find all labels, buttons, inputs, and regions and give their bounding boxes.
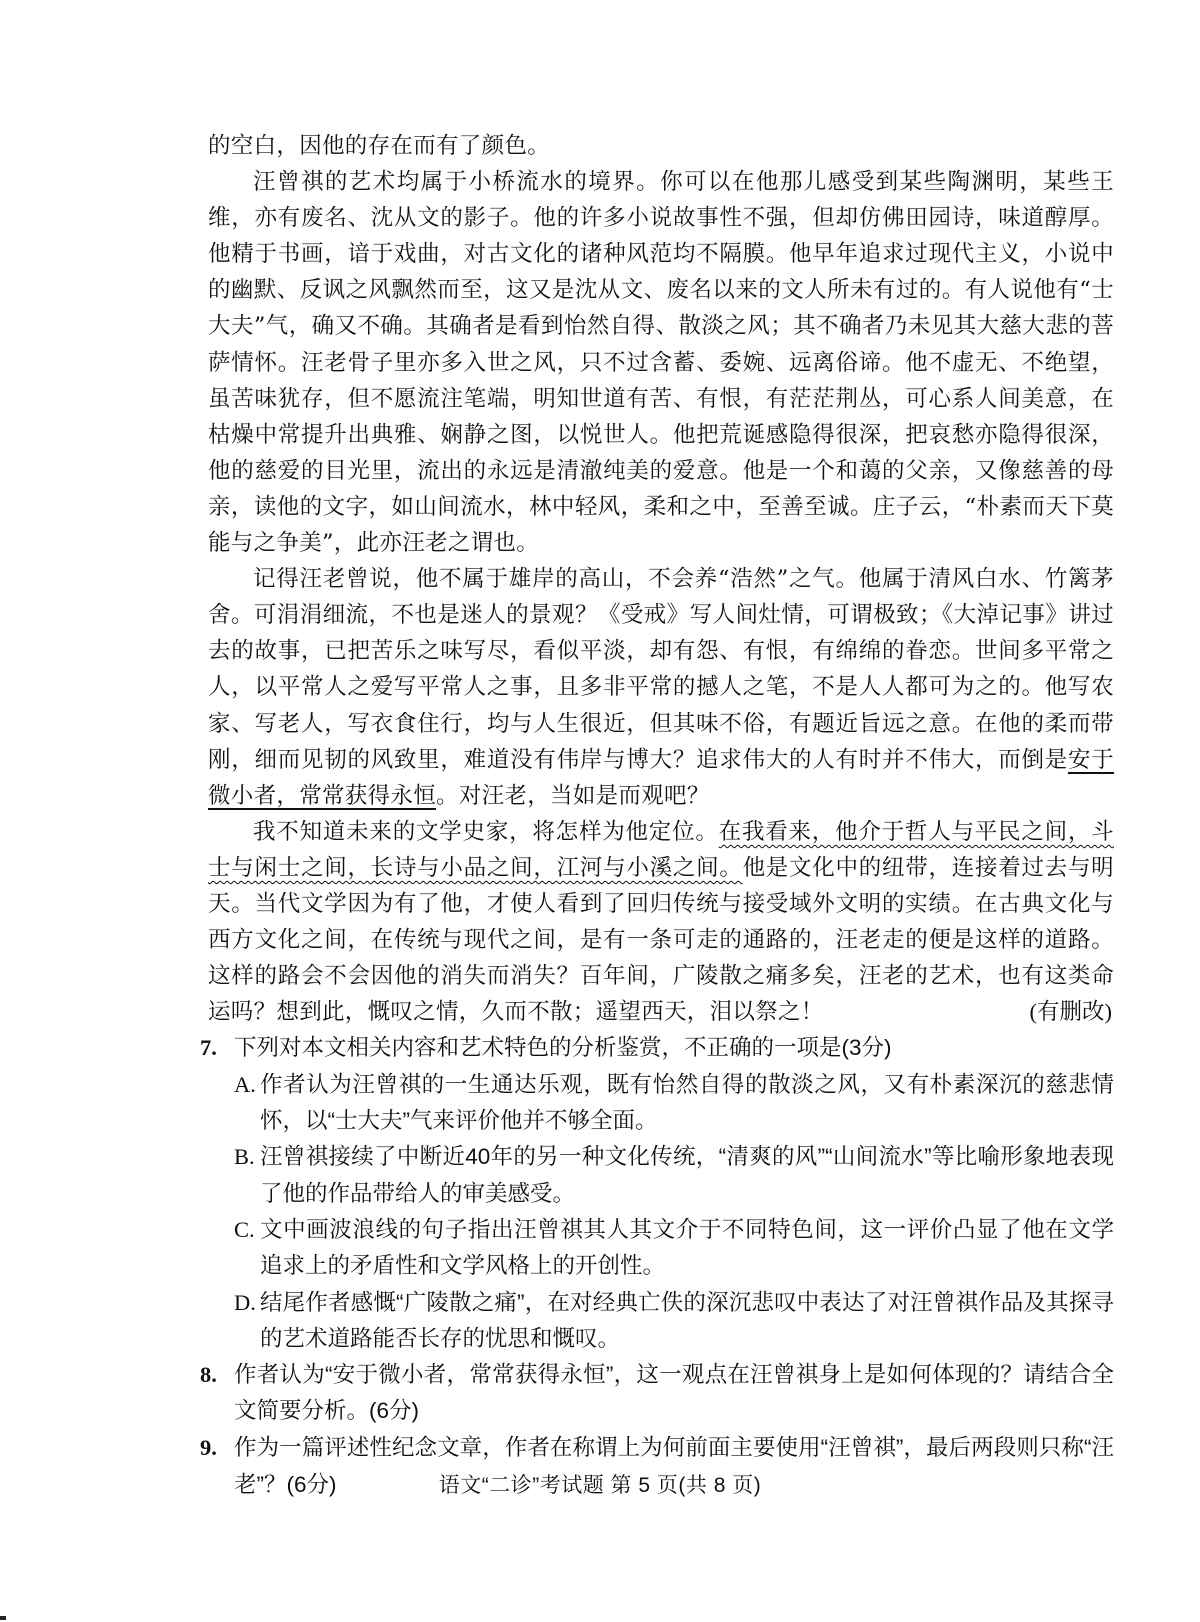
question-7 <box>200 1030 1114 1066</box>
question-stem: 作者认为“安于微小者，常常获得永恒”，这一观点在汪曾祺身上是如何体现的？请结合全文简要分析。(6分) <box>234 1362 1114 1424</box>
option-letter: B. <box>234 1144 255 1170</box>
underlined-sentence: 安于微小者，常常获得永恒 <box>208 746 1114 809</box>
scan-edge-line <box>0 1616 1200 1620</box>
wavy-underlined-sentence: 在我看来，他介于哲人与平民之间，斗士与闲士之间，长诗与小品之间，江河与小溪之间。 <box>208 818 1114 881</box>
option-letter: A. <box>234 1071 256 1097</box>
option-letter: D. <box>234 1289 256 1315</box>
question-number: 9. <box>200 1435 217 1461</box>
passage-text: 记得汪老曾说，他不属于雄岸的高山，不会养“浩然”之气。他属于清风白水、竹篱茅舍。可涓涓细流，不也是迷人的景观？《受戒》写人间灶情，可谓极致；《大淖记事》讲过去的故事，已把苦乐之味写尽，看似平淡，却有怨、有恨，有绵绵的眷恋。世间多平常之人，以平常人之爱写平常人之事，且多非平常的撼人之笔，不是人人都可为之的。他写农家、写老人，写衣食住行，均与人生很近，但其味不俗，有题近旨远之意。在他的柔而带刚，细而见韧的风致里，难道没有伟岸与博大？追求伟大的人有时并不伟大，而倒是 <box>208 566 1114 773</box>
question-number: 8. <box>200 1362 217 1388</box>
option-text: 作者认为汪曾祺的一生通达乐观，既有怡然自得的散淡之风，又有朴素深沉的慈悲情怀，以“士大夫”气来评价他并不够全面。 <box>260 1071 1114 1134</box>
passage-paragraph-2: 汪曾祺的艺术均属于小桥流水的境界。你可以在他那儿感受到某些陶渊明，某些王维，亦有废名、沈从文的影子。他的许多小说故事性不强，但却仿佛田园诗，味道醇厚。他精于书画，谙于戏曲，对古文化的诸种风范均不隔膜。他早年追求过现代主义，小说中的幽默、反讽之风飘然而至，这又是沈从文、废名以来的文人所未有过的。有人说他有“士大夫”气，确又不确。其确者是看到怡然自得、散淡之风；其不确者乃未见其大慈大悲的菩萨情怀。汪老骨子里亦多入世之风，只不过含蓄、委婉、远离俗谛。他不虚无、不绝望，虽苦味犹存，但不愿流注笔端，明知世道有苦、有恨，有茫茫荆丛，可心系人间美意，在枯燥中常提升出典雅、娴静之图，以悦世人。他把荒诞感隐得很深，把哀愁亦隐得很深，他的慈爱的目光里，流出的永远是清澈纯美的爱意。他是一个和蔼的父亲，又像慈善的母亲，读他的文字，如山间流水，林中轻风，柔和之中，至善至诚。庄子云，“朴素而天下莫能与之争美”，此亦汪老之谓也。 <box>208 169 1114 557</box>
question-number: 7. <box>200 1035 217 1060</box>
option-b <box>200 1139 1114 1212</box>
option-letter: C. <box>234 1216 255 1242</box>
passage-paragraph-3 <box>208 561 1114 814</box>
option-text: 结尾作者感慨“广陵散之痛”，在对经典亡佚的深沉悲叹中表达了对汪曾祺作品及其探寻的艺术道路能否长存的忧思和慨叹。 <box>260 1289 1114 1351</box>
question-8 <box>200 1357 1114 1430</box>
reading-passage <box>208 128 1114 1030</box>
option-text: 文中画波浪线的句子指出汪曾祺其人其文介于不同特色间，这一评价凸显了他在文学追求上的矛盾性和文学风格上的开创性。 <box>260 1216 1114 1279</box>
option-c <box>200 1212 1114 1285</box>
source-note: (有删改) <box>1029 999 1112 1024</box>
page-footer: 语文“二诊”考试题 第 5 页(共 8 页) <box>438 1474 762 1497</box>
passage-text: 。对汪老，当如是而观吧？ <box>436 782 710 809</box>
passage-text: 我不知道未来的文学史家，将怎样为他定位。 <box>253 818 719 845</box>
passage-paragraph-4 <box>208 814 1114 1031</box>
option-d <box>200 1285 1114 1358</box>
option-a <box>200 1067 1114 1140</box>
passage-text: 他是文化中的纽带，连接着过去与明天。当代文学因为有了他，才使人看到了回归传统与接受域外文明的实绩。在古典文化与西方文化之间，在传统与现代之间，是有一条可走的通路的，汪老走的便是这样的道路。这样的路会不会因他的消失而消失？百年间，广陵散之痛多矣，汪老的艺术，也有这类命运吗？想到此，慨叹之情，久而不散；遥望西天，泪以祭之！ <box>208 854 1114 1026</box>
passage-paragraph-1: 的空白，因他的存在而有了颜色。 <box>208 133 551 159</box>
option-text: 汪曾祺接续了中断近40年的另一种文化传统，“清爽的风”“山间流水”等比喻形象地表现了他的作品带给人的审美感受。 <box>260 1144 1114 1206</box>
question-list <box>200 1030 1114 1503</box>
question-stem: 下列对本文相关内容和艺术特色的分析鉴赏，不正确的一项是(3分) <box>234 1035 892 1060</box>
question-stem: 作为一篇评述性纪念文章，作者在称谓上为何前面主要使用“汪曾祺”，最后两段则只称“汪老”？(6分) <box>234 1435 1114 1497</box>
